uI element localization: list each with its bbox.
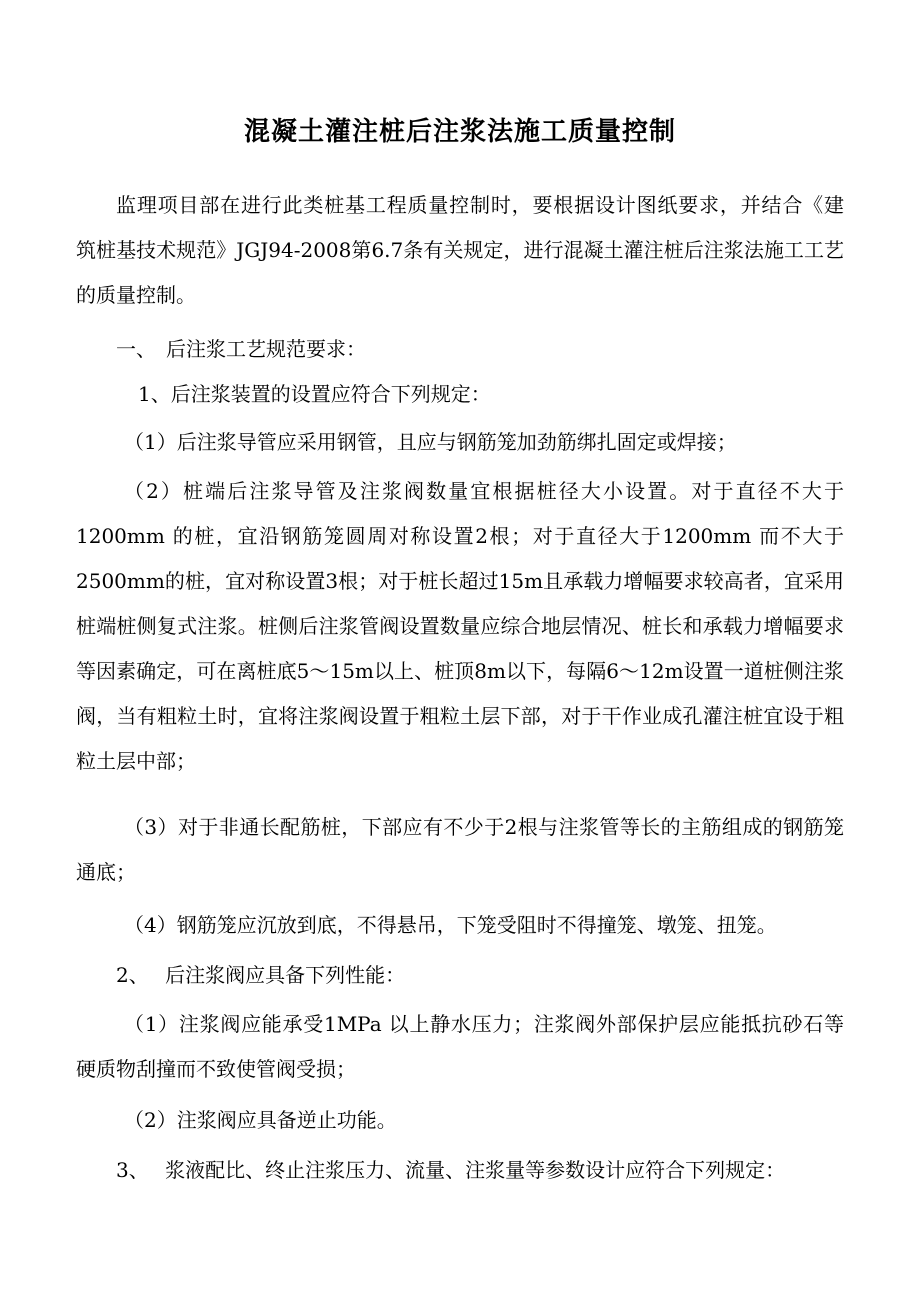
item3-heading: 3、 浆液配比、终止注浆压力、流量、注浆量等参数设计应符合下列规定： bbox=[116, 1158, 786, 1182]
item1-paragraph-3: （3）对于非通长配筋桩，下部应有不少于2根与注浆管等长的主筋组成的钢筋笼通底； bbox=[76, 815, 844, 884]
section-heading: 一、 后注浆工艺规范要求： bbox=[116, 337, 366, 361]
document-title: 混凝土灌注桩后注浆法施工质量控制 bbox=[243, 117, 676, 147]
item1-heading: 1、后注浆装置的设置应符合下列规定： bbox=[138, 382, 491, 406]
item1-paragraph-1: （1）后注浆导管应采用钢管，且应与钢筋笼加劲筋绑扎固定或焊接； bbox=[124, 430, 737, 454]
item2-heading: 2、 后注浆阀应具备下列性能： bbox=[116, 963, 406, 987]
item2-paragraph-1: （1）注浆阀应能承受1MPa 以上静水压力；注浆阀外部保护层应能抵抗砂石等 硬质物刮撞而不致使管阀受损； bbox=[76, 1012, 844, 1081]
item1-paragraph-4: （4）钢筋笼应沉放到底，不得悬吊，下笼受阻时不得撞笼、墩笼、扭笼。 bbox=[124, 913, 777, 937]
item2-paragraph-2: （2）注浆阀应具备逆止功能。 bbox=[124, 1108, 397, 1132]
item1-paragraph-2: （2）桩端后注浆导管及注浆阀数量宜根据桩径大小设置。对于直径不大于1200mm 的桩，宜沿钢筋笼圆周对称设置2根；对于直径大于1200mm 而不大于2500mm的桩，宜对称设置3根；对于桩长超过15m且承载力增幅要求较高者，宜采用桩端桩侧复式注浆。桩侧后注浆管阀设置数量应综合地层情况、桩长和承载力增幅要求等因素确定，可在离桩底5～15m以上、桩顶8m以下，每隔6～12m设置一道桩侧注浆阀，当有粗粒土时，宜将注浆阀设置于粗粒土层下部，对于干作业成孔灌注桩宜设于粗粒土层中部； bbox=[76, 479, 844, 773]
intro-paragraph: 监理项目部在进行此类桩基工程质量控制时，要根据设计图纸要求，并结合《建 筑桩基技术规范》JGJ94-2008第6.7条有关规定，进行混凝土灌注桩后注浆法施工工艺的质量控制。 bbox=[76, 193, 864, 307]
